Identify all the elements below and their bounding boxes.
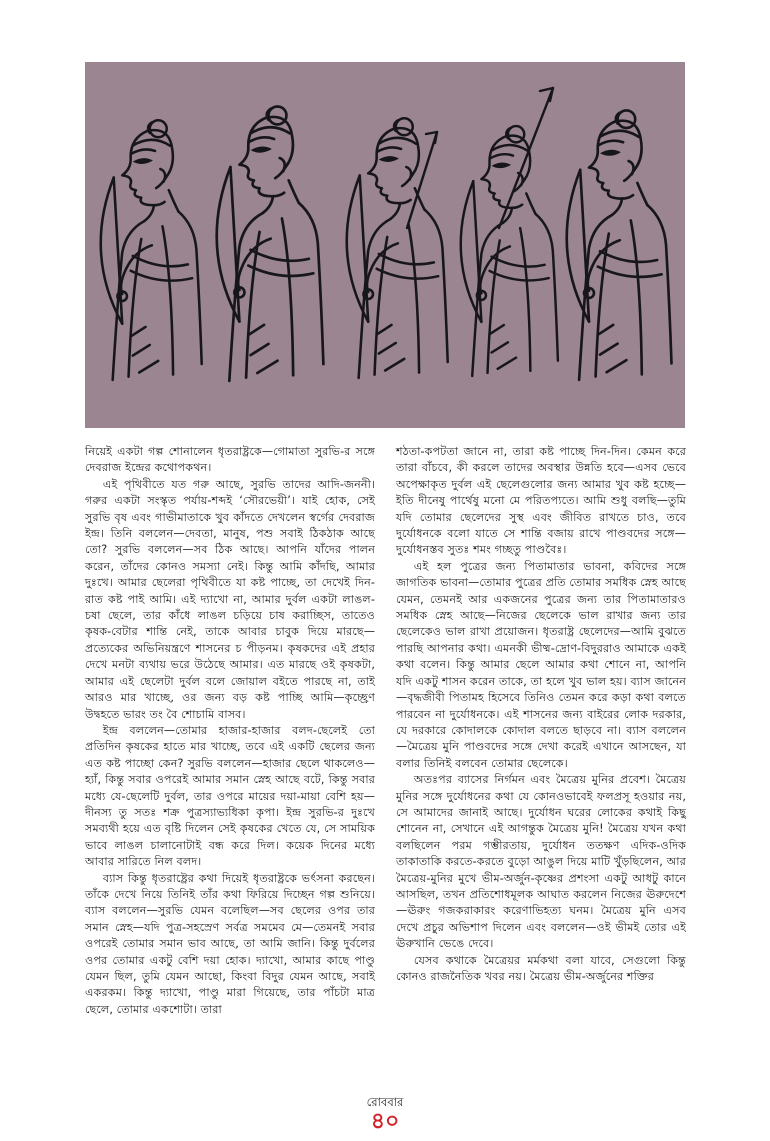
magazine-name: রোববার: [366, 1095, 404, 1109]
text-column-right: [396, 444, 686, 1018]
body-text: [85, 444, 686, 1018]
archers-illustration-svg: [85, 62, 685, 428]
paragraph: নিয়েই একটা গল্প শোনালেন ধৃতরাষ্ট্রকে—গোমাতা সুরভি-র সঙ্গে দেবরাজ ইন্দ্রের কথোপকথন।: [85, 445, 375, 475]
paragraph: যেসব কথাকে মৈত্রেয়র মর্মকথা বলা যাবে, সেগুলো কিন্তু কোনও রাজনৈতিক খবর নয়। মৈত্রেয় ভীম-অর্জুনের শক্তির: [396, 953, 686, 983]
page-number: ৪০: [370, 1108, 400, 1134]
paragraph: অতঃপর ব্যাসের নির্গমন এবং মৈত্রেয় মুনির প্রবেশ। মৈত্রেয় মুনির সঙ্গে দুর্যোধনের কথা যে কোনওভাবেই ফলপ্রসূ হওয়ার নয়, সে আমাদের জানাই আছে। দুর্যোধন ঘরের লোকের কথাই কিছু শোনেন না, সেখানে এই আগন্তুক মৈত্রেয় মুনি! মৈত্রেয় যখন কথা বলছিলেন পরম গম্ভীরতায়, দুর্যোধন ততক্ষণ এদিক-ওদিক তাকাতাকি করতে-করতে বুড়ো আঙুল দিয়ে মাটি খুঁড়ছিলেন, আর মৈত্রেয়-মুনির মুখে ভীম-অর্জুন-কৃষ্ণের প্রশংসা একটু আধটু কানে আসছিল, তখন প্রতিশোধমূলক আঘাত করলেন নিজের ঊরুদেশে—ঊরুং গজকরাকারং করেণাভিহত্য ঘনম। মৈত্রেয় মুনি এসব দেখে প্রচুর অভিশাপ দিলেন এবং বললেন—ওই ভীমই তোর এই ঊরুখানি ভেঙে দেবে।: [396, 773, 686, 951]
page-footer: [0, 1096, 770, 1133]
paragraph: ব্যাস কিন্তু ধৃতরাষ্ট্রের কথা দিয়েই ধৃতরাষ্ট্রকে ভর্ৎসনা করছেন। তাঁকে দেখে নিয়ে তিনিই তাঁর কথা ফিরিয়ে দিচ্ছেন গল্প শুনিয়ে। ব্যাস বললেন—সুরভি যেমন বলেছিল—সব ছেলের ওপর তার সমান স্নেহ—যদি পুত্র-সহস্রেণ সর্বত্র সমমেব মে—তেমনই সবার ওপরেই তোমার সমান ভাব আছে, তা আমি জানি। কিন্তু দুর্বলের ওপর তোমার একটু বেশি দয়া হোক। দ্যাখো, আমার কাছে পাণ্ডু যেমন ছিল, তুমি যেমন আছো, কিংবা বিদুর যেমন আছে, সবাই একরকম। কিন্তু দ্যাখো, পাণ্ডু মারা গিয়েছে, তার পাঁচটা মাত্র ছেলে, তোমার একশোটা। তারা: [85, 871, 375, 1016]
paragraph: ইন্দ্র বললেন—তোমার হাজার-হাজার বলদ-ছেলেই তো প্রতিদিন কৃষকের হাতে মার খাচ্ছে, তবে এই একটি ছেলের জন্য এত কষ্ট পাচ্ছো কেন? সুরভি বললেন—হাজার ছেলে থাকলেও—হ্যাঁ, কিন্তু সবার ওপরেই আমার সমান স্নেহ আছে বটে, কিন্তু সবার মধ্যে যে-ছেলেটি দুর্বল, তার ওপরে মায়ের দয়া-মায়া বেশি হয়—দীনস্য তু সতঃ শক্র পুত্রস্যাভ্যধিকা কৃপা। ইন্দ্র সুরভি-র দুঃখে সমব্যথী হয়ে এত বৃষ্টি দিলেন সেই কৃষকের খেতে যে, সে সাময়িক ভাবে লাঙল চালানোটাই বন্ধ করে দিল। কয়েক দিনের মধ্যে আবার সারিতে নিল বলদ।: [85, 723, 375, 869]
paragraph: এই পৃথিবীতে যত গরু আছে, সুরভি তাদের আদি-জননী। গরুর একটা সংস্কৃত পর্যায়-শব্দই ‘সৌরভেয়ী’। যাই হোক, সেই সুরভি বৃষ এবং গাভীমাতাকে খুব কাঁদতে দেখলেন স্বর্গের দেবরাজ ইন্দ্র। তিনি বললেন—দেবতা, মানুষ, পশু সবাই ঠিকঠাক আছে তো? সুরভি বললেন—সব ঠিক আছে। আপনি যাঁদের পালন করেন, তাঁদের কোনও সমস্যা নেই। কিন্তু আমি কাঁদছি, আমার দুঃখে। আমার ছেলেরা পৃথিবীতে যা কষ্ট পাচ্ছে, তা দেখেই দিন-রাত কষ্ট পাই আমি। এই দ্যাখো না, আমার দুর্বল একটা লাঙল-চষা ছেলে, তার কাঁধে লাঙল চড়িয়ে চাষ করাচ্ছিস, তাতেও কৃষক-বেটার শান্তি নেই, তাকে আবার চাবুক দিয়ে মারছে—প্রত্যেকের অভিনিয়ন্ত্রণে শাসনের চ পীড়নম। কৃষকদের এই প্রহার দেখে মনটা ব্যথায় ভরে উঠেছে আমার। এত মারছে ওই কৃষকটা, আমার এই ছেলেটা দুর্বল বলে জোয়াল বইতে পারছে না, তাই আরও মার খাচ্ছে, ওর জন্য বড় কষ্ট পাচ্ছি আমি—কৃচ্ছ্রেণ উদ্বহতে ভারং তং বৈ শোচামি বাসব।: [85, 477, 375, 721]
text-column-left: [85, 444, 375, 1018]
paragraph: এই হল পুত্রের জন্য পিতামাতার ভাবনা, কবিদের সঙ্গে জাগতিক ভাবনা—তোমার পুত্রের প্রতি তোমার সমধিক স্নেহ আছে যেমন, তেমনই আর একজনের পুত্রের জন্য তার পিতামাতারও সমধিক স্নেহ আছে—নিজের ছেলেকে ভাল রাখার জন্য তার ছেলেকেও ভাল রাখা প্রয়োজন। ধৃতরাষ্ট্র ছেলেদের—আমি বুঝতে পারছি আপনার কথা। এমনকী ভীষ্ম-দ্রোণ-বিদুররাও আমাকে একই কথা বলেন। কিন্তু আমার ছেলে আমার কথা শোনে না, আপনি যদি একটু শাসন করেন তাকে, তা হলে খুব ভাল হয়। ব্যাস জানেন—বৃদ্ধজীবী পিতামহ হিসেবে তিনিও তেমন করে কড়া কথা বলতে পারবেন না দুর্যোধনকে। এই শাসনের জন্য বাইরের লোক দরকার, যে দরকারে কোদালকে কোদাল বলতে ছাড়বে না। ব্যাস বললেন—মৈত্রেয় মুনি পাণ্ডবদের সঙ্গে দেখা করেই এখানে আসছেন, যা বলার তিনিই বলবেন তোমার ছেলেকে।: [396, 559, 686, 770]
archers-illustration: [85, 62, 685, 428]
paragraph: শঠতা-কপটতা জানে না, তারা কষ্ট পাচ্ছে দিন-দিন। কেমন করে তারা বাঁচবে, কী করলে তাদের অবস্থার উন্নতি হবে—এসব ভেবে অপেক্ষাকৃত দুর্বল এই ছেলেগুলোর জন্য আমার খুব কষ্ট হচ্ছে—ইতি দীনেষু পার্থেষু মনো মে পরিতপ্যতে। আমি শুধু বলছি—তুমি যদি তোমার ছেলেদের সুস্থ এবং জীবিত রাখতে চাও, তবে দুর্যোধনকে বলো যাতে সে শান্তি বজায় রাখে পাণ্ডবদের সঙ্গে—দুর্যোধনস্তব সুতঃ শমং গচ্ছতু পাণ্ডবৈঃ।: [396, 445, 686, 557]
